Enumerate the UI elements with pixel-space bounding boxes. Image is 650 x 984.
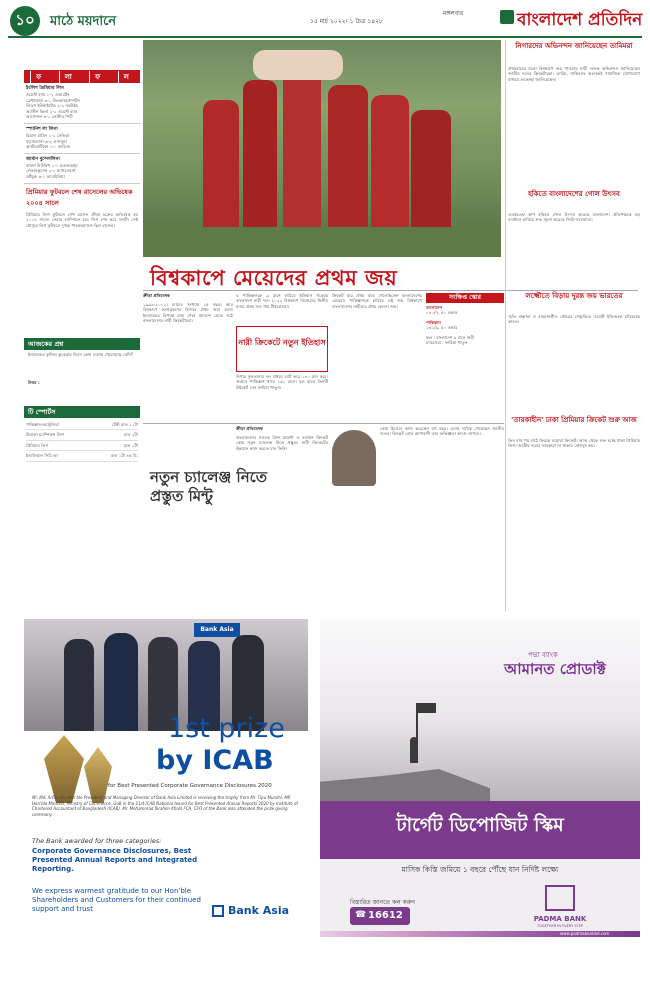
page-number: ১০ — [10, 6, 40, 36]
results-header — [24, 70, 140, 83]
padma-logo-icon — [545, 885, 575, 911]
result-line: লিডস ইউনাইটেড ২-২ নরউইচ — [26, 103, 78, 109]
hotline-badge — [350, 907, 410, 925]
paper-logo-icon — [500, 10, 514, 24]
right-headline-1: নিগারদের অভিনন্দন জানিয়েছেন তামিমরা — [515, 42, 633, 50]
quiz-answer-label: উত্তর : — [28, 380, 40, 385]
scheme-name: টার্গেট ডিপোজিট স্কিম — [396, 814, 564, 836]
mintu-photo — [332, 430, 376, 486]
tv-row — [26, 441, 138, 451]
bank-asia-logo-icon — [212, 905, 224, 917]
tv-program: ইতালিয়ান সিরি আ — [26, 453, 59, 459]
result-line: ওয়েস্ট হ্যাম ১-২ এভারটন — [26, 92, 70, 97]
photo-grass — [143, 227, 501, 257]
hotline-number: 16612 — [368, 910, 403, 921]
tv-time: রাত ১টা — [123, 442, 138, 448]
result-line: আর্সেনাল ৩-১ লেস্টার সিটি — [26, 114, 73, 120]
headline-rule — [143, 290, 638, 291]
product-name: আমানত প্রোডাক্ট — [504, 660, 606, 678]
padma-website: www.padmabankbd.com — [560, 931, 610, 936]
byline: ক্রীড়া প্রতিবেদক — [143, 293, 170, 298]
mintu-body-2: কোচ হিসেবে কাজ করেছেন বহু বছর। এবার দায়িত্ব পেয়েছেন জাতীয় দলের। ক্রিকেট বোর্ড আশাবাদী তার অভিজ্ঞতা কাজে লাগবে। — [380, 426, 504, 437]
photo-hands — [253, 50, 343, 80]
result-line: বায়ার্ন মিউনিখ ১-১ হফেনহেইম — [26, 162, 78, 168]
prize-line-1: 1st prize — [168, 713, 285, 744]
lead-body-col2b: নিগার সুলতানার দল প্রথমে ব্যাট করে ১৪০ রান করে। জবাবে পাকিস্তান থামে ১৩১ রানে। বল হাতে তিনটি উইকেট নেন ফাহিমা খাতুন। — [236, 374, 328, 390]
tv-row — [26, 420, 138, 430]
right-body-2: এএইচএফ কাপ হকিতে গোল উৎসব করেছে বাংলাদেশ। প্রতিপক্ষকে বড় ব্যবধানে হারিয়ে শুভ সূচনা করেছে জিমি-সরোয়ারা। — [508, 212, 640, 223]
photo-figure — [371, 95, 409, 240]
flag-icon — [418, 703, 436, 713]
right-headline-4: 'তারকাহীন' ঢাকা প্রিমিয়ার ক্রিকেট শুরু আজ — [511, 416, 637, 424]
photo-figure — [243, 80, 277, 240]
mintu-title: নতুন চ্যালেঞ্জ নিতে প্রস্তুত মিন্টু — [150, 468, 267, 505]
feature-block — [24, 184, 140, 232]
result-line: রিয়াল মাদ্রিদ ১-১ সেভিয়া — [26, 132, 70, 138]
league-title: জার্মান বুন্দেসলিগা — [26, 156, 60, 162]
results-head-4: ল — [118, 71, 134, 83]
tv-time: টেস্ট রাত ১১টা — [111, 422, 138, 427]
section-title: মাঠে ময়দানে — [50, 14, 117, 29]
photo-person — [104, 633, 138, 731]
padma-tagline: পদ্মা ব্যাংক — [528, 651, 558, 659]
tv-time: রাত ১টা ৪৫ মি. — [110, 453, 138, 459]
right-headline-2: হকিতে বাংলাদেশের গোল উৎসব — [528, 190, 620, 198]
bank-asia-ad — [24, 619, 308, 937]
feature-text: প্রিমিয়ার লিগ ফুটবলে শেখ রাসেল ক্রীড়া চক্রের অভিষেক হয় ২০০৪ সালে। সেবার চ্যাম্পিয়ন হয়ে লিগ শেষ করে দলটি। সেই মৌসুমে লিগ ফুটবলে দুর্দান্ত পারফরম্যান্সে ছিল রাসেল। — [26, 211, 138, 228]
results-head-2: লা — [59, 71, 77, 83]
score-value: ১৩১/৯, ৫০ ওভার — [426, 325, 458, 331]
paper-name: বাংলাদেশ প্রতিদিন — [517, 10, 643, 30]
padma-brand: PADMA BANK — [533, 915, 587, 923]
tv-time: রাত ২টা — [123, 432, 138, 438]
photo-person — [64, 639, 94, 731]
score-header: সংক্ষিপ্ত স্কোর — [426, 293, 504, 303]
scheme-subtitle: মাসিক কিস্তি জমিয়ে ১ বছরে পৌঁছে যান নির্দিষ্ট লক্ষ্যে — [401, 865, 559, 874]
call-label: বিস্তারিত জানতে কল করুন — [350, 899, 416, 906]
photo-figure — [328, 85, 368, 240]
result-line: অ্যাস্টন ভিলা ২-১ ওয়েস্ট হ্যাম — [26, 108, 78, 114]
dateline: ১৫ মার্চ ২০২২। ১ চৈত্র ১৪২৮ — [310, 18, 383, 25]
lead-body-col2: ৫ পাকিস্তানকে ৯ রানে হারিয়ে ইতিহাস গড়েছে বাংলাদেশ নারী দল। ২০২২ বিশ্বকাপে নিজেদের দ্বিতীয় ম্যাচে প্রথম জয় পায় টাইগ্রেসরা। — [236, 293, 328, 309]
feature-title: প্রিমিয়ার ফুটবলে শেষ রাসেলের অভিষেক ২০০৪ সালে — [26, 187, 133, 207]
padma-bank-ad — [320, 619, 640, 937]
result-block — [24, 124, 140, 154]
tv-program: প্রিমিয়ার লিগ — [26, 442, 49, 448]
bank-sign: Bank Asia — [194, 623, 240, 637]
right-column-rule — [505, 40, 506, 612]
categories-text: Corporate Governance Disclosures, Best Presented Annual Reports and Integrated Reporting. — [32, 847, 198, 873]
categories-title: The Bank awarded for three categories: — [32, 837, 162, 845]
prize-subtitle: for Best Presented Corporate Governance Disclosures 2020 — [108, 783, 272, 789]
prize-line-2: by ICAB — [156, 745, 274, 776]
right-body-3: স্মৃতি মান্ধানা ও হারমানপ্রীত কৌরের সেঞ্চুরিতে ওয়েস্ট ইন্ডিজকে হারিয়েছে ভারত। — [508, 314, 640, 325]
tv-row — [26, 451, 138, 461]
right-body-4: তিন মাস পর মাঠে ফিরছে ঘরোয়া ক্রিকেট। আজ থেকে শুরু হচ্ছে ঢাকা প্রিমিয়ার লিগ। জাতীয় দলের তারকারা না থাকায় জৌলুস কম। — [508, 438, 640, 449]
padma-brand-tag: TOGETHER IN EVERY STEP — [536, 924, 584, 928]
lead-photo — [143, 40, 501, 257]
mintu-byline: ক্রীড়া প্রতিবেদক — [236, 426, 263, 431]
tv-program: উয়েফা চ্যাম্পিয়ন্স লিগ — [26, 432, 64, 438]
header-rule — [8, 36, 642, 38]
result-line: বার্সেলোনা ৩-২ ওসাসুনা — [26, 138, 67, 144]
score-value: ১৪০/৭, ৫০ ওভার — [426, 310, 458, 316]
results-head-1: ফ — [30, 71, 46, 83]
quiz-header: আজকের প্রশ্ন — [24, 338, 140, 350]
result-block — [24, 83, 140, 124]
right-headline-3: লক্ষ্মৌতে বিড়ায় দুরন্ত জয় ভারতের — [525, 292, 623, 300]
quiz-question: ইংল্যান্ডের ফুটবল কুড়েরাম লিগে কোন দেশের খেলোয়াড় বেশি? — [28, 352, 133, 357]
photo-figure — [283, 70, 321, 240]
result-line: অ্যাটলেটিকো ১-০ কাডিজ — [26, 144, 71, 150]
lead-body-col3: ক্রিকেট যার প্রথম ম্যাচ খেলেছিলেন বাংলাদেশের মেয়েরা। পাকিস্তানকে হারিয়ে এই জয় বিশ্বকাপে বাংলাদেশের নারীদের প্রথম কোনো জয়। — [332, 293, 422, 309]
bank-asia-brand: Bank Asia — [228, 904, 290, 917]
league-title: ইংলিশ প্রিমিয়ার লিগ — [26, 86, 64, 91]
photo-figure — [203, 100, 239, 240]
phone-icon: ☎ — [355, 910, 367, 920]
result-line: ব্রেন্টফোর্ড ৩-১ উলভারহ্যাম্পটন — [26, 97, 80, 103]
photo-figure — [411, 110, 451, 240]
highlight-box: নারী ক্রিকেটে নতুন ইতিহাস — [236, 326, 328, 372]
tv-header: টি স্পোর্টস — [24, 406, 140, 418]
trophy-icon — [44, 735, 84, 803]
award-caption: Mr. Md. Arfan Ali, Hon'ble President and Managing Director of Bank Asia Limited is receiving the trophy from Mr. Tipu Munshi, MP, Hon'ble Minister, Ministry of Commerce, GoB in the 21st ICAB National Award for Best Presented Annual Reports 2020 by Institute of Chartered Accountant of Bangladesh (ICAB). Mr. Mohammad Ibrahim Khalil FCA, CFO of the Bank also attended the prize giving ceremony. — [32, 795, 298, 817]
tv-schedule — [26, 420, 138, 462]
score-team: বাংলাদেশ — [426, 305, 443, 310]
tv-row — [26, 430, 138, 440]
results-head-3: ফ — [89, 71, 105, 83]
ad-sky — [320, 619, 640, 801]
day-name: মঙ্গলবার — [443, 10, 464, 17]
sidebar — [24, 70, 140, 710]
mintu-body: বাংলাদেশের সাবেক প্রিন্স মার্চেন্ট ও বর্তমান ক্রিকেট কোচ নতুন চ্যালেঞ্জ নিতে প্রস্তুত। নারী ক্রিকেটের উন্নয়নে কাজ করতে চান তিনি। — [236, 435, 328, 451]
league-title: স্প্যানিশ লা লিগা — [26, 126, 58, 132]
result-line: ডর্টমুন্ড ৩-১ আরমিনিয়া — [26, 173, 65, 179]
lead-body-col1: ১৯৯৯-২০০২। ম্যাচের সংখ্যায় ২৫ বছর। আর বিশ্বকাপে অংশগ্রহণের হিসাবে প্রথম জয়। আজ ইংল্যান্ডের বিপক্ষে ম্যাচ শেষে আনন্দে মেতে ওঠে বাংলাদেশের নারী ক্রিকেটাররা। — [143, 302, 233, 324]
result-block — [24, 154, 140, 184]
gratitude-text: We express warmest gratitude to our Hon'ble Shareholders and Customers for their continued support and trust — [32, 887, 201, 913]
main-headline: বিশ্বকাপে মেয়েদের প্রথম জয় — [150, 266, 398, 290]
right-body-1: প্রথমবারের মতো বিশ্বকাপে জয় পাওয়ায় নারী দলকে অভিনন্দন জানিয়েছেন জাতীয় দলের ক্রিকেটাররা। তামিম, সাকিবসহ অনেকেই সামাজিক যোগাযোগ মাধ্যমে শুভেচ্ছা জানিয়েছেন। — [508, 66, 640, 82]
score-mom: ম্যাচসেরা : ফাহিমা খাতুন — [426, 340, 468, 346]
score-result: ফল : বাংলাদেশ ৯ রানে জয়ী — [426, 334, 475, 340]
story-rule — [143, 423, 504, 424]
score-team: পাকিস্তান — [426, 319, 441, 325]
scorecard — [426, 305, 504, 345]
tv-program: পাকিস্তান-অস্ট্রেলিয়া — [26, 422, 59, 427]
result-line: লেভারকুসেন ২-০ ম্যাগডেবার্গ — [26, 168, 76, 174]
